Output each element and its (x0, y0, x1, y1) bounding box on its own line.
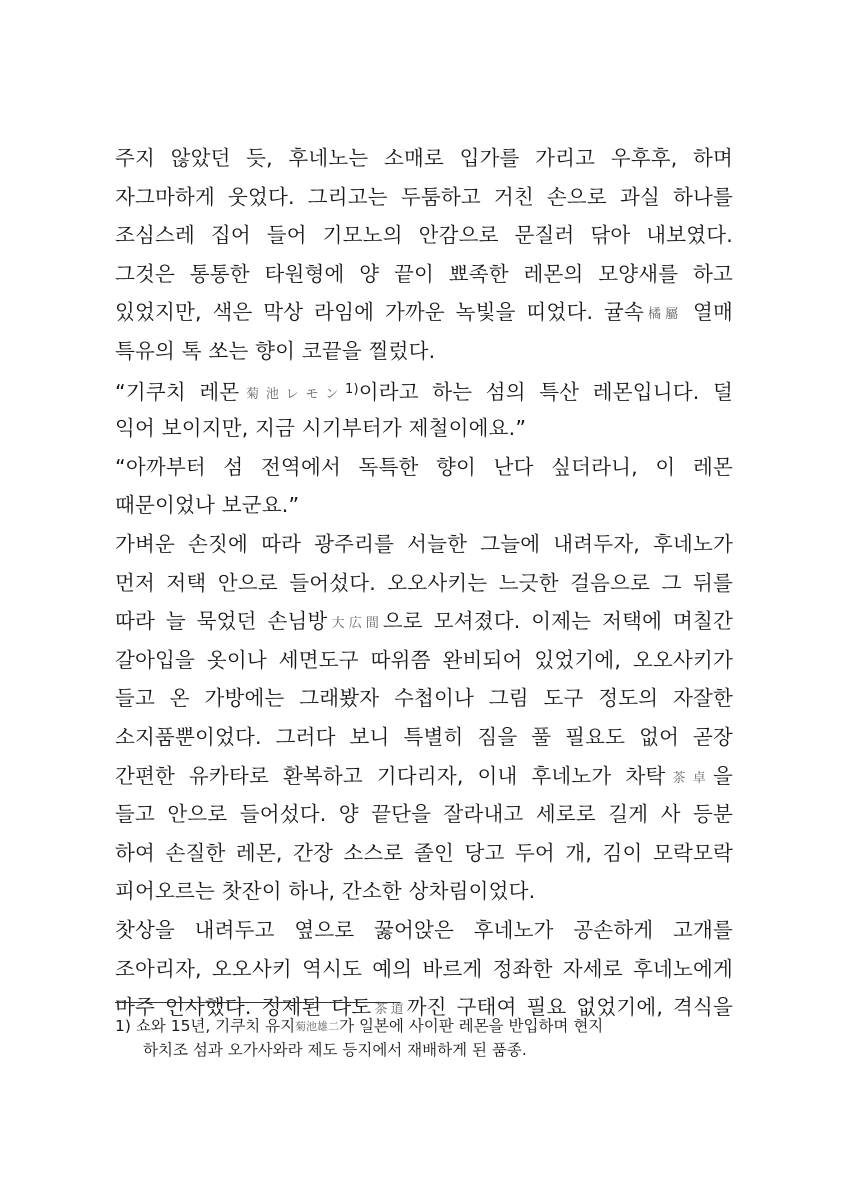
line-text: 조아리자, 오오사키 역시도 예의 바르게 정좌한 자세로 후네노에게 (115, 956, 733, 981)
footnote-text: 하치조 섬과 오가사와라 제도 등지에서 재배하게 된 품종. (143, 1041, 527, 1059)
footnote-ruby: 菊池雄二 (295, 1020, 340, 1033)
text-line (115, 449, 733, 485)
line-text: 가벼운 손짓에 따라 광주리를 서늘한 그늘에 내려두자, 후네노가 (115, 532, 733, 556)
text-line (115, 333, 733, 369)
text-line (115, 719, 733, 755)
text-line (115, 796, 733, 832)
line-text: 따라 늘 묵었던 손님방 (115, 609, 328, 634)
footnote-text: 1) 쇼와 15년, 기쿠치 유지 (115, 1017, 296, 1035)
line-text: 있었지만, 색은 막상 라임에 가까운 녹빛을 띠었다. 귤속 (115, 300, 644, 325)
line-text: 피어오르는 찻잔이 하나, 간소한 상차림이었다. (115, 879, 536, 904)
text-line (115, 256, 733, 292)
line-text: 열매 (682, 300, 733, 325)
text-line (115, 835, 733, 871)
footnote-divider (115, 1002, 400, 1003)
text-line (115, 487, 733, 523)
line-text: “아까부터 섬 전역에서 독특한 향이 난다 싶더라니, 이 레몬 (115, 454, 733, 479)
line-text: 먼저 저택 안으로 들어섰다. 오오사키는 느긋한 걸음으로 그 뒤를 (115, 570, 733, 595)
hanja-gloss: 菊池レモン (239, 386, 346, 402)
text-line (115, 526, 733, 562)
line-text: 그것은 통통한 타원형에 양 끝이 뾰족한 레몬의 모양새를 하고 (115, 261, 733, 286)
line-text: “기쿠치 레몬 (115, 379, 240, 404)
line-text: 자그마하게 웃었다. 그리고는 두툼하고 거친 손으로 과실 하나를 (115, 184, 733, 209)
line-text: 조심스레 집어 들어 기모노의 안감으로 문질러 닦아 내보였다. (115, 223, 733, 248)
line-text: 들고 온 가방에는 그래봤자 수첩이나 그림 도구 정도의 자잘한 (115, 686, 733, 711)
line-text: 익어 보이지만, 지금 시기부터가 제철이에요.” (115, 416, 527, 441)
text-line (115, 565, 733, 601)
text-line (115, 873, 733, 909)
line-text: 까진 구태여 필요 없었기에, 격식을 (406, 995, 733, 1020)
text-line (115, 758, 733, 794)
footnote-line-2 (143, 1038, 733, 1062)
footnote-line-1 (115, 1014, 733, 1038)
text-line (115, 603, 733, 639)
line-text: 찻상을 내려두고 옆으로 꿇어앉은 후네노가 공손하게 고개를 (115, 918, 733, 942)
hanja-gloss: 茶道 (371, 1002, 407, 1018)
line-text: 간편한 유카타로 환복하고 기다리자, 이내 후네노가 차탁 (115, 763, 666, 788)
text-line (115, 294, 733, 330)
line-text: 갈아입을 옷이나 세면도구 따위쯤 완비되어 있었기에, 오오사키가 (115, 647, 733, 672)
line-text: 특유의 톡 쏘는 향이 코끝을 찔렀다. (115, 339, 436, 363)
text-line (115, 642, 733, 678)
line-text: 때문이었나 보군요.” (115, 493, 300, 518)
line-text: 들고 안으로 들어섰다. 양 끝단을 잘라내고 세로로 길게 사 등분 (115, 802, 733, 827)
line-text: 소지품뿐이었다. 그러다 보니 특별히 짐을 풀 필요도 없어 곧장 (115, 725, 733, 749)
line-text: 하여 손질한 레몬, 간장 소스로 졸인 당고 두어 개, 김이 모락모락 (115, 840, 733, 865)
line-text: 이라고 하는 섬의 특산 레몬입니다. 덜 (358, 379, 733, 404)
text-line (115, 217, 733, 253)
text-line (115, 179, 733, 215)
line-text: 주지 않았던 듯, 후네노는 소매로 입가를 가리고 우후후, 하며 (115, 146, 733, 170)
text-line (115, 410, 733, 446)
text-line (115, 951, 733, 987)
line-text: 을 (712, 763, 733, 788)
line-text: 마주 인사했다. 정제된 다도 (115, 995, 372, 1020)
text-line (115, 140, 733, 176)
hanja-gloss: 茶卓 (665, 770, 713, 786)
text-line (115, 680, 733, 716)
footnote-text: 가 일본에 사이판 레몬을 반입하며 현지 (339, 1017, 604, 1035)
text-line (115, 372, 733, 408)
footnote-ref: 1) (345, 381, 359, 397)
hanja-gloss: 橘屬 (643, 307, 683, 323)
line-text: 으로 모셔졌다. 이제는 저택에 며칠간 (382, 609, 733, 634)
text-line (115, 912, 733, 948)
hanja-gloss: 大広間 (327, 616, 383, 632)
